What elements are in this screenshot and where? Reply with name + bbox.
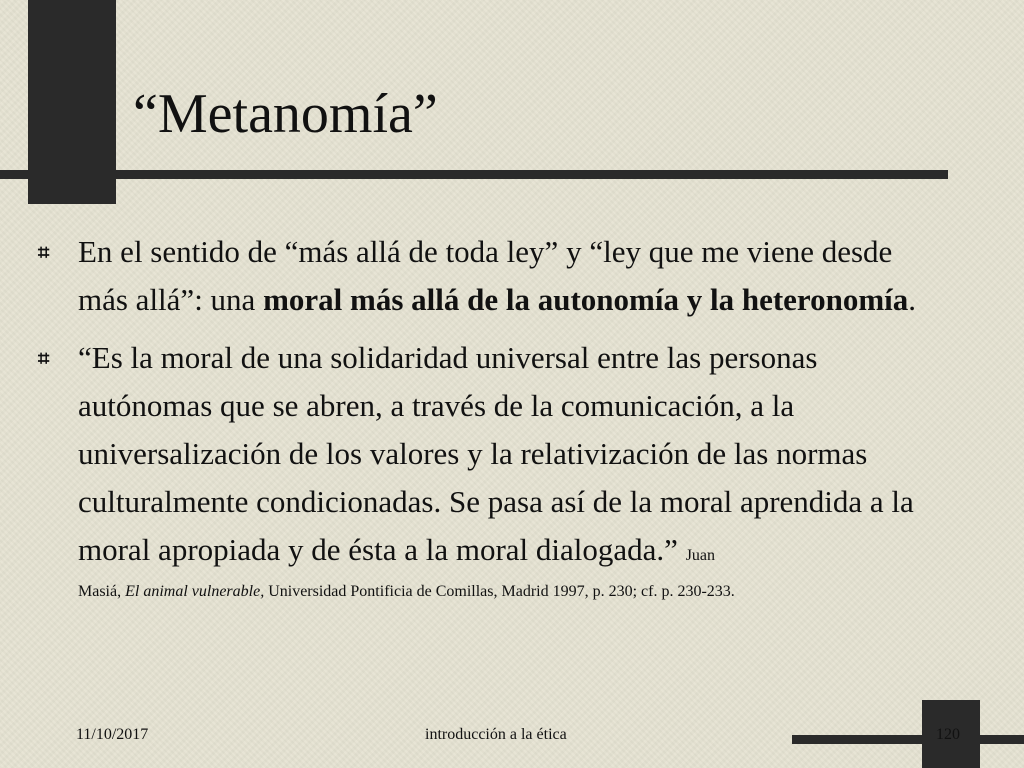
bullet-icon: ⌗ <box>38 346 50 370</box>
footer-title: introducción a la ética <box>425 726 567 743</box>
bullet-icon: ⌗ <box>38 240 50 264</box>
slide-title: “Metanomía” <box>133 83 438 145</box>
citation-book-title: El animal vulnerable, <box>125 583 265 600</box>
bullet-item-2 <box>38 334 938 604</box>
bullet-2-quote: “Es la moral de una solidaridad universal entre las personas autónomas que se abren, a través de la comunicación, a la universalización de los valores y la relativización de las normas culturalmente condicionadas. Se pasa así de la moral aprendida a la moral apropiada y de ésta a la moral dialogada.” <box>78 340 914 567</box>
bullet-item-1 <box>38 228 938 324</box>
footer-rule <box>792 735 1024 744</box>
citation-author-first: Juan <box>685 547 716 564</box>
bullet-1-bold-text: moral más allá de la autonomía y la heteronomía <box>263 282 909 317</box>
footer-date: 11/10/2017 <box>76 726 149 743</box>
title-rule <box>0 170 948 179</box>
citation-author-rest: Masiá, <box>78 583 126 600</box>
citation-publisher: Universidad Pontificia de Comillas, Madrid 1997, p. 230; cf. p. 230-233. <box>264 583 735 600</box>
slide-body <box>38 228 938 614</box>
bullet-1-text: En el sentido de “más allá de toda ley” y “ley que me viene desde más allá”: una <box>78 234 893 317</box>
citation <box>78 580 938 604</box>
page-number: 120 <box>936 726 960 743</box>
bullet-1-end: . <box>908 282 917 317</box>
